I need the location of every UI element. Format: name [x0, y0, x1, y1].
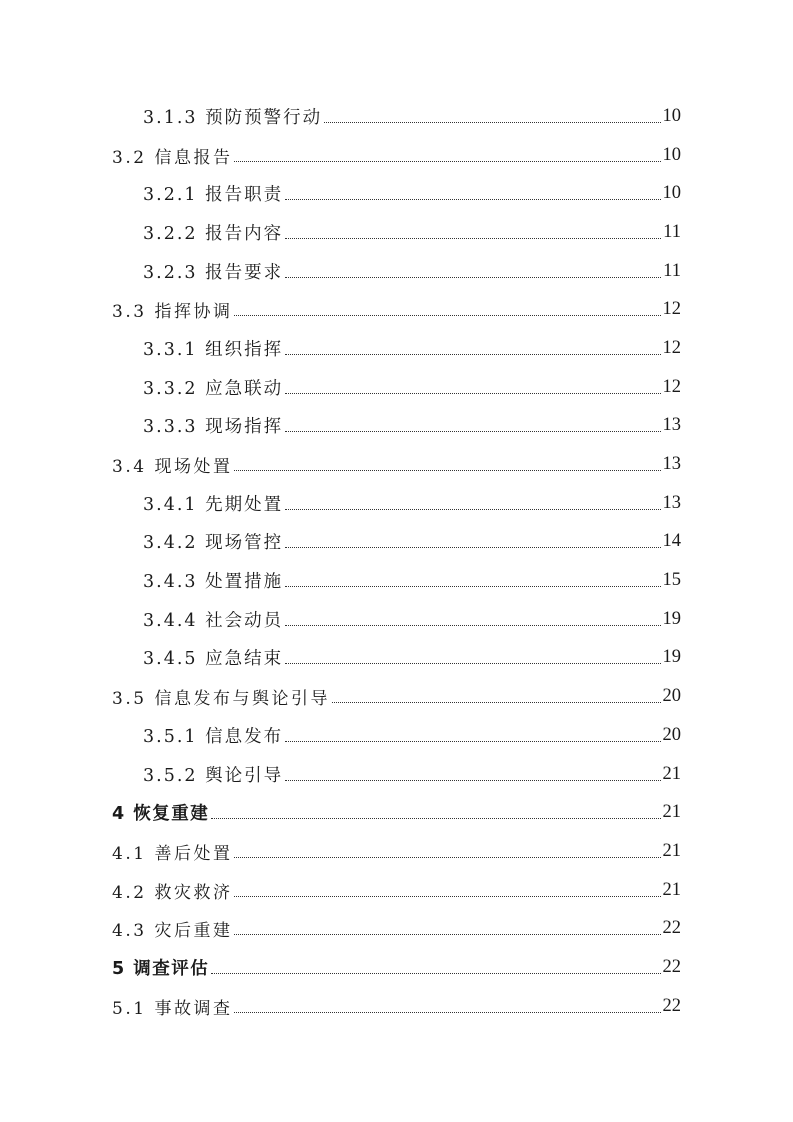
toc-leader-dots [234, 896, 660, 897]
toc-entry[interactable] [0, 561, 793, 600]
toc-entry[interactable] [0, 174, 793, 213]
toc-entry-label: 3.2.1 报告职责 [143, 185, 284, 206]
toc-entry[interactable] [0, 716, 793, 755]
toc-entry[interactable] [0, 832, 793, 871]
toc-leader-dots [285, 431, 660, 432]
toc-page-number: 11 [663, 260, 681, 281]
toc-leader-dots [234, 161, 660, 162]
toc-entry[interactable] [0, 639, 793, 678]
toc-page-number: 10 [662, 105, 681, 126]
toc-entry-label: 3.5.2 舆论引导 [143, 765, 284, 786]
toc-entry-label: 3.5 信息发布与舆论引导 [112, 689, 330, 710]
toc-page-number: 20 [662, 686, 681, 707]
toc-leader-dots [285, 625, 660, 626]
toc-page-number: 22 [662, 918, 681, 939]
toc-page-number: 19 [662, 608, 681, 629]
toc-leader-dots [211, 818, 660, 819]
toc-entry[interactable] [0, 793, 793, 832]
toc-leader-dots [285, 741, 660, 742]
toc-leader-dots [285, 547, 660, 548]
toc-leader-dots [234, 1012, 660, 1013]
toc-leader-dots [285, 199, 660, 200]
toc-page-number: 10 [662, 144, 681, 165]
toc-page-number: 12 [662, 337, 681, 358]
toc-entry[interactable] [0, 445, 793, 484]
toc-entry[interactable] [0, 987, 793, 1026]
toc-leader-dots [285, 238, 661, 239]
toc-entry[interactable] [0, 484, 793, 523]
toc-leader-dots [285, 509, 660, 510]
toc-entry-label: 3.4.2 现场管控 [143, 533, 284, 554]
toc-page-number: 22 [662, 995, 681, 1016]
toc-page-number: 13 [662, 492, 681, 513]
toc-entry[interactable] [0, 213, 793, 252]
toc-page-number: 12 [662, 376, 681, 397]
toc-entry[interactable] [0, 252, 793, 291]
toc-page-number: 10 [662, 183, 681, 204]
toc-entry-label: 5.1 事故调查 [112, 998, 233, 1019]
toc-entry[interactable] [0, 329, 793, 368]
toc-page-number: 15 [662, 570, 681, 591]
toc-entry[interactable] [0, 948, 793, 987]
toc-entry-label: 3.4.1 先期处置 [143, 494, 284, 515]
table-of-contents [0, 97, 793, 1026]
toc-entry[interactable] [0, 136, 793, 175]
toc-page-number: 12 [662, 299, 681, 320]
toc-page-number: 21 [662, 763, 681, 784]
toc-leader-dots [324, 122, 660, 123]
toc-leader-dots [234, 934, 660, 935]
toc-entry-label: 3.3.2 应急联动 [143, 378, 284, 399]
toc-page-number: 21 [662, 802, 681, 823]
toc-page-number: 22 [662, 956, 681, 977]
toc-entry-label: 4.3 灾后重建 [112, 921, 233, 942]
toc-entry-label: 3.4 现场处置 [112, 457, 233, 478]
toc-entry-label: 3.1.3 预防预警行动 [143, 107, 323, 128]
toc-entry-label: 3.4.5 应急结束 [143, 649, 284, 670]
toc-entry[interactable] [0, 755, 793, 794]
toc-entry-label: 3.3.3 现场指挥 [143, 417, 284, 438]
toc-entry[interactable] [0, 523, 793, 562]
toc-page-number: 19 [662, 647, 681, 668]
toc-leader-dots [285, 393, 660, 394]
toc-entry-label: 3.2.3 报告要求 [143, 262, 284, 283]
toc-page-number: 21 [662, 840, 681, 861]
toc-leader-dots [211, 973, 660, 974]
toc-page-number: 13 [662, 415, 681, 436]
toc-page-number: 21 [662, 879, 681, 900]
toc-entry-label: 3.4.4 社会动员 [143, 610, 284, 631]
toc-leader-dots [234, 857, 660, 858]
toc-entry-label: 3.5.1 信息发布 [143, 726, 284, 747]
toc-leader-dots [285, 586, 660, 587]
toc-entry[interactable] [0, 909, 793, 948]
toc-leader-dots [285, 780, 660, 781]
toc-leader-dots [285, 354, 660, 355]
toc-entry-label: 4 恢复重建 [112, 804, 210, 825]
toc-entry-label: 4.1 善后处置 [112, 843, 233, 864]
toc-page-number: 13 [662, 454, 681, 475]
toc-entry[interactable] [0, 97, 793, 136]
toc-page-number: 20 [662, 724, 681, 745]
toc-entry[interactable] [0, 600, 793, 639]
toc-entry-label: 3.4.3 处置措施 [143, 572, 284, 593]
toc-leader-dots [285, 277, 661, 278]
toc-page-number: 11 [663, 221, 681, 242]
toc-entry-label: 3.2 信息报告 [112, 147, 233, 168]
toc-entry-label: 3.2.2 报告内容 [143, 223, 284, 244]
toc-leader-dots [285, 663, 660, 664]
toc-entry-label: 5 调查评估 [112, 958, 210, 979]
toc-entry-label: 3.3.1 组织指挥 [143, 339, 284, 360]
toc-leader-dots [234, 470, 660, 471]
toc-leader-dots [234, 315, 660, 316]
toc-entry[interactable] [0, 407, 793, 446]
toc-leader-dots [332, 702, 661, 703]
toc-entry[interactable] [0, 871, 793, 910]
toc-entry-label: 4.2 救灾救济 [112, 882, 233, 903]
toc-entry[interactable] [0, 368, 793, 407]
toc-entry[interactable] [0, 677, 793, 716]
toc-page-number: 14 [662, 531, 681, 552]
toc-entry-label: 3.3 指挥协调 [112, 302, 233, 323]
toc-entry[interactable] [0, 290, 793, 329]
